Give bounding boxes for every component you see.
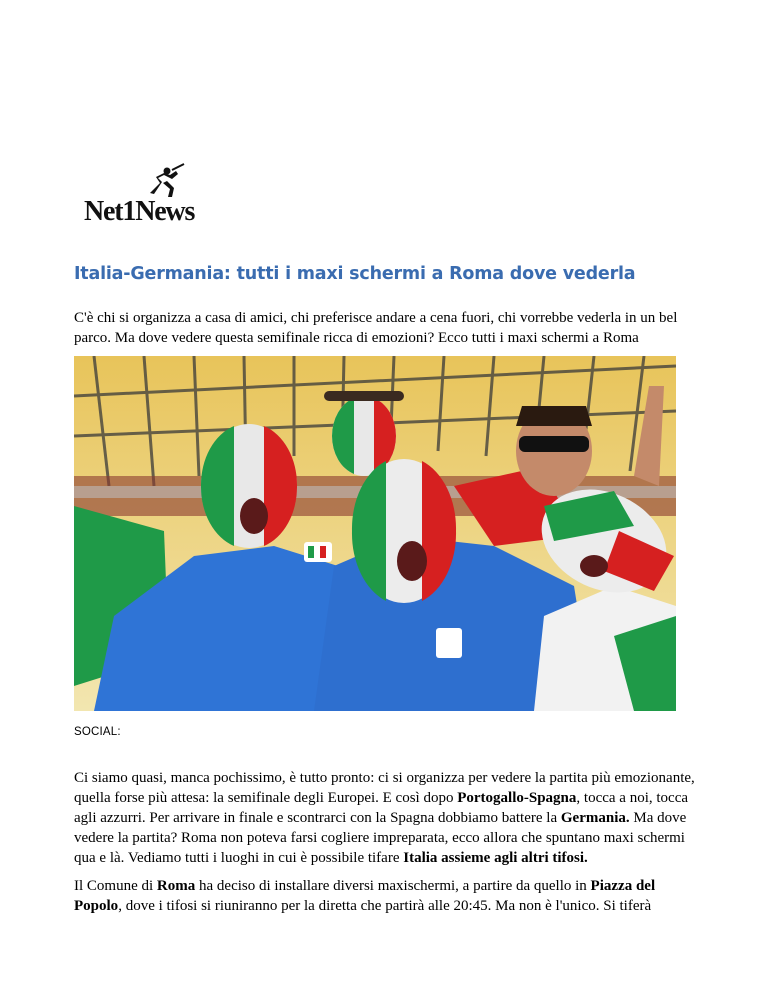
article-title[interactable]: Italia-Germania: tutti i maxi schermi a Roma dove vederla	[74, 264, 636, 284]
article-intro: C'è chi si organizza a casa di amici, chi preferisce andare a cena fuori, chi vorrebbe vederla in un bel parco. Ma dove vedere questa semifinale ricca di emozioni? Ecco tutti i maxi schermi a Roma	[74, 310, 678, 346]
roma-highlight: Roma	[156, 878, 196, 894]
piazza-del-popolo-highlight: Piazza del Popolo	[74, 878, 656, 914]
portogallo-spagna-highlight: Portogallo-Spagna	[457, 790, 577, 806]
article-paragraph-1: Ci siamo quasi, manca pochissimo, è tutto pronto: ci si organizza per vedere la partita più emozionante, quella forse più attesa: la semifinale degli Europei. E così dopo Portogallo-Spagna, tocca a noi, tocca agli azzurri. Per arrivare in finale e scontrarci con la Spagna dobbiamo battere la Germania. Ma dove vedere la partita? Roma non poteva farsi cogliere impreparata, ecco allora che spuntano maxi schermi qua e là. Vediamo tutti i luoghi in cui è possibile tifare Italia assieme agli altri tifosi.	[74, 770, 695, 866]
net1news-logo	[84, 162, 224, 228]
social-label: SOCIAL:	[74, 726, 121, 738]
fans-photo	[74, 356, 676, 711]
germania-highlight: Germania.	[560, 810, 630, 826]
italian-fans-image	[74, 356, 676, 711]
logo-text: Net1News	[84, 196, 195, 227]
article-paragraph-2: Il Comune di Roma ha deciso di installare diversi maxischermi, a partire da quello in Piazza del Popolo, dove i tifosi si riuniranno per la diretta che partirà alle 20:45. Ma non è l'unico. Si tiferà	[74, 878, 656, 914]
italia-highlight: Italia assieme agli altri tifosi.	[403, 850, 588, 866]
